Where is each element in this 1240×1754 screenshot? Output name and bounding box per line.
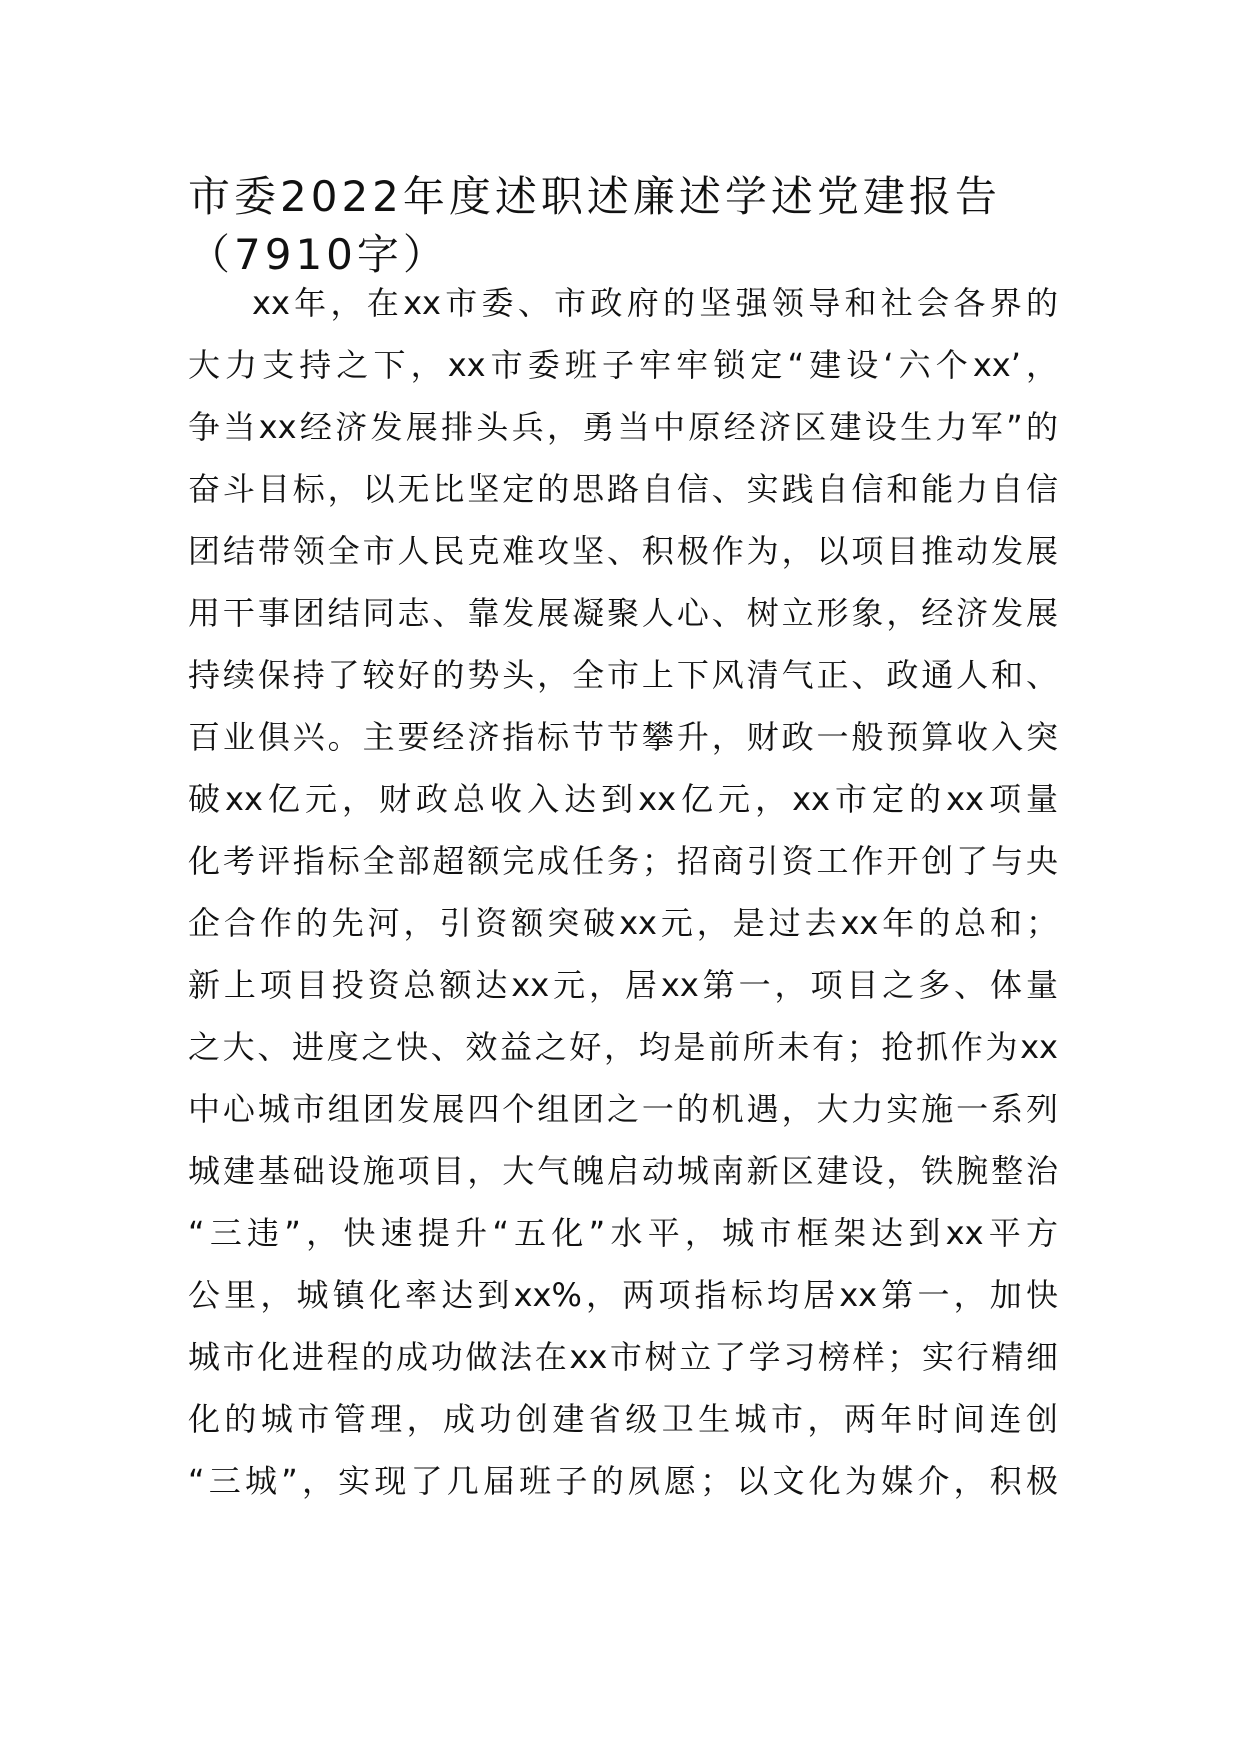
body-line: “三城”，实现了几届班子的夙愿；以文化为媒介，积极: [188, 1462, 1058, 1500]
body-line: 大力支持之下，xx市委班子牢牢锁定“建设‘六个xx’，: [188, 346, 1058, 384]
body-line: 用干事团结同志、靠发展凝聚人心、树立形象，经济发展: [188, 594, 1058, 632]
body-line: 之大、进度之快、效益之好，均是前所未有；抢抓作为xx: [188, 1028, 1058, 1066]
document-title: 市委2022年度述职述廉述学述党建报告（7910字）: [188, 172, 1001, 279]
document-body: [188, 272, 1058, 1512]
body-line: 城建基础设施项目，大气魄启动城南新区建设，铁腕整治: [188, 1152, 1058, 1190]
body-line: 团结带领全市人民克难攻坚、积极作为，以项目推动发展: [188, 532, 1058, 570]
body-line: 公里，城镇化率达到xx%，两项指标均居xx第一，加快: [188, 1276, 1058, 1314]
body-line: 企合作的先河，引资额突破xx元，是过去xx年的总和；: [188, 904, 1058, 942]
body-line: 化考评指标全部超额完成任务；招商引资工作开创了与央: [188, 842, 1058, 880]
body-line: 奋斗目标，以无比坚定的思路自信、实践自信和能力自信: [188, 470, 1058, 508]
body-line: 百业俱兴。主要经济指标节节攀升，财政一般预算收入突: [188, 718, 1058, 756]
body-line: 中心城市组团发展四个组团之一的机遇，大力实施一系列: [188, 1090, 1058, 1128]
body-line: 持续保持了较好的势头，全市上下风清气正、政通人和、: [188, 656, 1058, 694]
body-line: 破xx亿元，财政总收入达到xx亿元，xx市定的xx项量: [188, 780, 1058, 818]
body-line: 化的城市管理，成功创建省级卫生城市，两年时间连创: [188, 1400, 1058, 1438]
body-line: 争当xx经济发展排头兵，勇当中原经济区建设生力军”的: [188, 408, 1058, 446]
body-line: 城市化进程的成功做法在xx市树立了学习榜样；实行精细: [188, 1338, 1058, 1376]
body-line: 新上项目投资总额达xx元，居xx第一，项目之多、体量: [188, 966, 1058, 1004]
body-line: “三违”，快速提升“五化”水平，城市框架达到xx平方: [188, 1214, 1058, 1252]
body-line: xx年，在xx市委、市政府的坚强领导和社会各界的: [252, 284, 1058, 322]
